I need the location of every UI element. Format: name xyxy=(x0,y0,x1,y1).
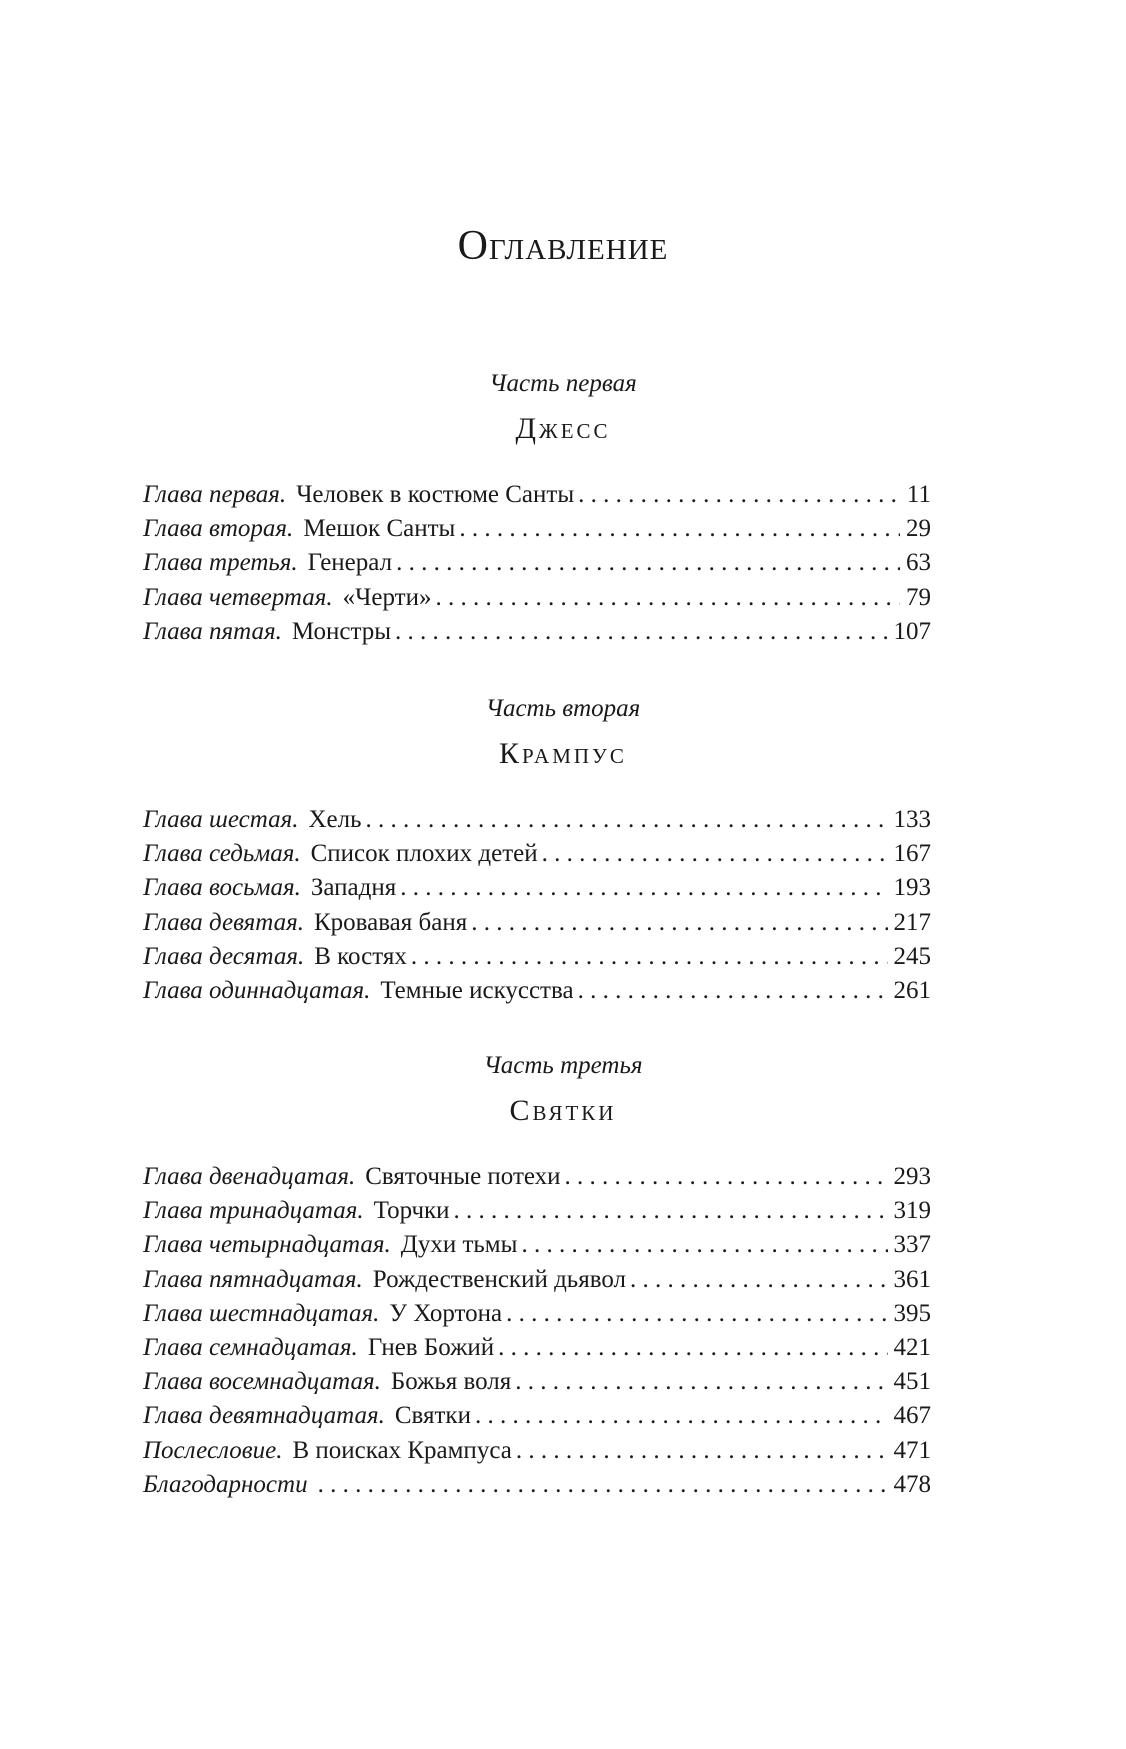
toc-entry[interactable] xyxy=(143,515,931,549)
page-number: 337 xyxy=(893,1231,931,1259)
page-number: 319 xyxy=(893,1197,931,1225)
dot-leader xyxy=(516,1437,888,1465)
dot-leader xyxy=(506,1300,887,1328)
dot-leader xyxy=(515,1368,887,1396)
chapter-title: Западня xyxy=(310,874,397,902)
dot-leader xyxy=(318,1471,888,1499)
chapter-label: Благодарности xyxy=(143,1470,308,1498)
chapter-title: У Хортона xyxy=(389,1299,503,1327)
toc-list xyxy=(143,481,931,652)
chapter-label: Глава шестая. xyxy=(143,806,299,833)
chapter-title: Рождественский дьявол xyxy=(372,1265,626,1293)
toc-entry[interactable] xyxy=(143,1300,931,1334)
page-number: 107 xyxy=(893,617,931,645)
page-title: Оглавление xyxy=(457,223,669,269)
toc-entry[interactable] xyxy=(143,840,931,874)
dot-leader xyxy=(565,1163,888,1191)
toc-entry[interactable] xyxy=(143,1197,931,1231)
page-number: 167 xyxy=(893,840,931,868)
toc-entry[interactable] xyxy=(143,806,931,840)
part-name: Джесс xyxy=(515,412,611,445)
toc-entry[interactable] xyxy=(143,1163,931,1197)
page-number: 471 xyxy=(893,1436,931,1464)
toc-entry[interactable] xyxy=(143,874,931,908)
toc-entry[interactable] xyxy=(143,1334,931,1368)
chapter-title: Кровавая баня xyxy=(313,908,468,936)
chapter-title: В костях xyxy=(314,942,407,970)
page-number: 11 xyxy=(906,481,931,508)
chapter-label: Глава шестнадцатая. xyxy=(143,1299,380,1327)
chapter-label: Глава пятая. xyxy=(143,617,282,645)
toc-entry[interactable] xyxy=(143,584,931,618)
page-number: 63 xyxy=(906,549,931,577)
dot-leader xyxy=(630,1266,888,1294)
chapter-title: Генерал xyxy=(307,549,393,577)
chapter-label: Глава пятнадцатая. xyxy=(143,1265,363,1293)
chapter-title: Духи тьмы xyxy=(400,1231,518,1259)
page-number: 79 xyxy=(906,583,931,611)
dot-leader xyxy=(542,840,888,868)
dot-leader xyxy=(471,909,887,937)
chapter-title: Человек в костюме Санты xyxy=(296,481,575,508)
page-number: 467 xyxy=(893,1402,931,1430)
chapter-label: Глава восемнадцатая. xyxy=(143,1368,381,1396)
toc-entry[interactable] xyxy=(143,1402,931,1436)
page-number: 451 xyxy=(893,1368,931,1396)
dot-leader xyxy=(578,481,901,509)
chapter-title: Список плохих детей xyxy=(310,840,538,868)
toc-list xyxy=(143,806,931,1011)
dot-leader xyxy=(400,874,887,902)
chapter-label: Глава тринадцатая. xyxy=(143,1197,364,1225)
page-number: 293 xyxy=(893,1163,931,1190)
page-number: 478 xyxy=(893,1470,931,1498)
dot-leader xyxy=(498,1334,887,1362)
dot-leader xyxy=(475,1402,888,1430)
toc-entry[interactable] xyxy=(143,1471,931,1505)
page-number: 133 xyxy=(893,806,931,833)
part-label: Часть третья xyxy=(483,1052,643,1079)
page-number: 261 xyxy=(893,976,931,1004)
part-label: Часть вторая xyxy=(485,695,641,722)
page-number: 421 xyxy=(893,1333,931,1361)
chapter-label: Глава девятая. xyxy=(143,908,304,936)
dot-leader xyxy=(521,1231,887,1259)
page-number: 361 xyxy=(893,1265,931,1293)
chapter-label: Глава четырнадцатая. xyxy=(143,1231,391,1259)
part-label: Часть первая xyxy=(489,370,637,397)
page-number: 395 xyxy=(893,1299,931,1327)
toc-entry[interactable] xyxy=(143,1266,931,1300)
toc-entry[interactable] xyxy=(143,977,931,1011)
chapter-title: Темные искусства xyxy=(380,976,574,1004)
chapter-title: Мешок Санты xyxy=(303,515,456,543)
dot-leader xyxy=(454,1197,888,1225)
dot-leader xyxy=(395,618,888,646)
toc-entry[interactable] xyxy=(143,1231,931,1265)
dot-leader xyxy=(366,806,888,834)
dot-leader xyxy=(396,549,900,577)
page-number: 245 xyxy=(893,942,931,970)
chapter-label: Глава вторая. xyxy=(143,515,294,543)
chapter-title: В поисках Крампуса xyxy=(292,1436,512,1464)
toc-entry[interactable] xyxy=(143,549,931,583)
chapter-label: Глава третья. xyxy=(143,549,298,577)
chapter-label: Глава двенадцатая. xyxy=(143,1163,356,1190)
chapter-label: Глава десятая. xyxy=(143,942,305,970)
chapter-title: Святочные потехи xyxy=(365,1163,561,1190)
dot-leader xyxy=(459,515,900,543)
toc-entry[interactable] xyxy=(143,943,931,977)
chapter-title: Хель xyxy=(308,806,362,833)
chapter-title: Монстры xyxy=(291,617,391,645)
part-name: Крампус xyxy=(499,737,627,770)
toc-entry[interactable] xyxy=(143,618,931,652)
toc-entry[interactable] xyxy=(143,1437,931,1471)
dot-leader xyxy=(411,943,888,971)
page-number: 217 xyxy=(893,908,931,936)
chapter-label: Глава семнадцатая. xyxy=(143,1333,358,1361)
chapter-title: «Черти» xyxy=(342,583,432,611)
chapter-label: Послесловие. xyxy=(143,1436,283,1464)
part-name: Святки xyxy=(509,1094,617,1127)
toc-entry[interactable] xyxy=(143,481,931,515)
chapter-label: Глава седьмая. xyxy=(143,840,301,868)
chapter-title: Святки xyxy=(394,1402,471,1430)
chapter-label: Глава первая. xyxy=(143,481,287,508)
chapter-label: Глава девятнадцатая. xyxy=(143,1402,385,1430)
chapter-label: Глава четвертая. xyxy=(143,583,333,611)
toc-entry[interactable] xyxy=(143,909,931,943)
toc-entry[interactable] xyxy=(143,1368,931,1402)
chapter-label: Глава одиннадцатая. xyxy=(143,976,371,1004)
chapter-label: Глава восьмая. xyxy=(143,874,301,902)
page-number: 193 xyxy=(893,874,931,902)
page-number: 29 xyxy=(906,515,931,543)
dot-leader xyxy=(578,977,888,1005)
chapter-title: Гнев Божий xyxy=(367,1333,495,1361)
chapter-title: Божья воля xyxy=(390,1368,512,1396)
toc-list xyxy=(143,1163,931,1505)
dot-leader xyxy=(435,584,900,612)
chapter-title: Торчки xyxy=(373,1197,450,1225)
